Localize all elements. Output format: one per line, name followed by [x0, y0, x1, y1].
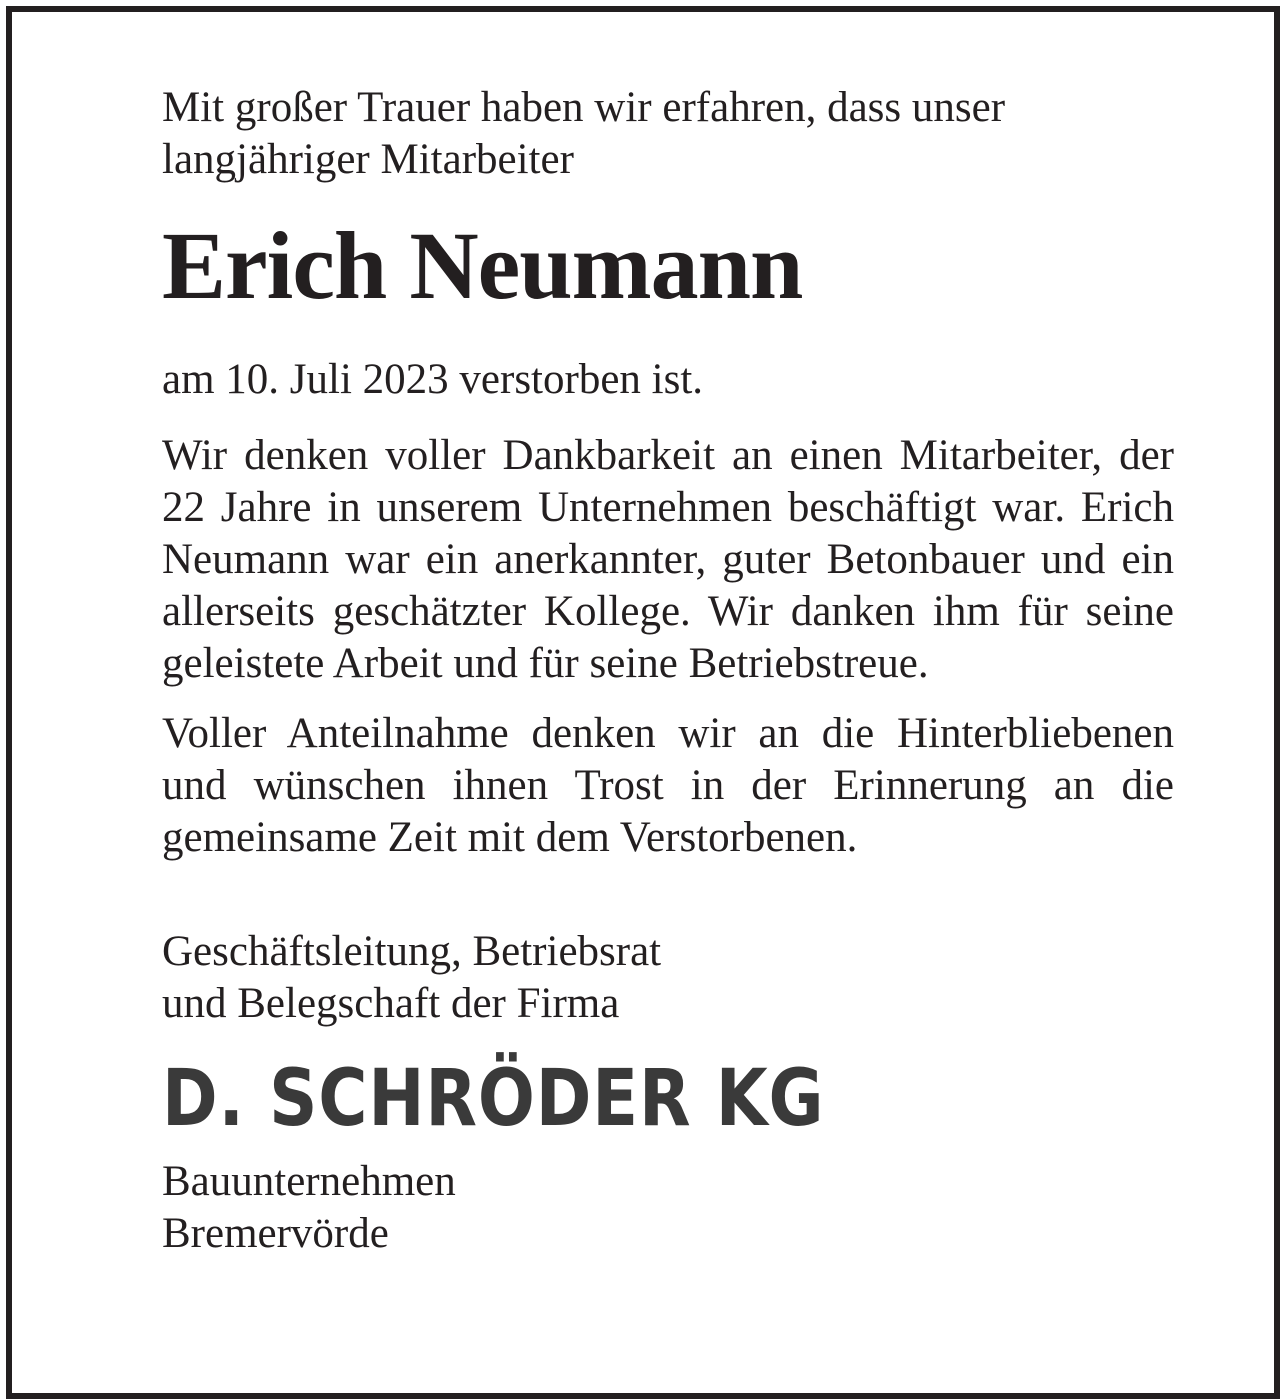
intro-line-1: Mit großer Trauer haben wir erfahren, dass unser: [162, 84, 1006, 131]
signature-line-1: Geschäftsleitung, Betriebsrat: [162, 928, 662, 975]
company-type: Bauunternehmen: [162, 1158, 456, 1205]
deceased-name: Erich Neumann: [162, 212, 803, 319]
company-details: [162, 1156, 1174, 1260]
condolence-paragraph: Voller Anteilnahme denken wir an die Hinterbliebenen und wünschen ihnen Trost in der Erinnerung an die gemeinsame Zeit mit dem Verstorbenen.: [162, 710, 1174, 861]
death-date-text: am 10. Juli 2023 verstorben ist.: [162, 356, 704, 403]
tribute-paragraph: Wir denken voller Dankbarkeit an einen Mitarbeiter, der 22 Jahre in unserem Unternehmen beschäftigt war. Erich Neumann war ein anerkannter, guter Betonbauer und ein allerseits geschätzter Kollege. Wir danken ihm für seine geleistete Arbeit und für seine Betriebstreue.: [162, 432, 1174, 687]
company-location: Bremervörde: [162, 1210, 389, 1257]
signature-text: [162, 926, 1174, 1030]
signature-line-2: und Belegschaft der Firma: [162, 980, 620, 1027]
notice-frame: [6, 6, 1280, 1399]
intro-text: [162, 82, 1174, 186]
company-name: D. SCHRÖDER KG: [162, 1054, 825, 1144]
intro-line-2: langjähriger Mitarbeiter: [162, 136, 574, 183]
notice-content: [162, 80, 1174, 1260]
